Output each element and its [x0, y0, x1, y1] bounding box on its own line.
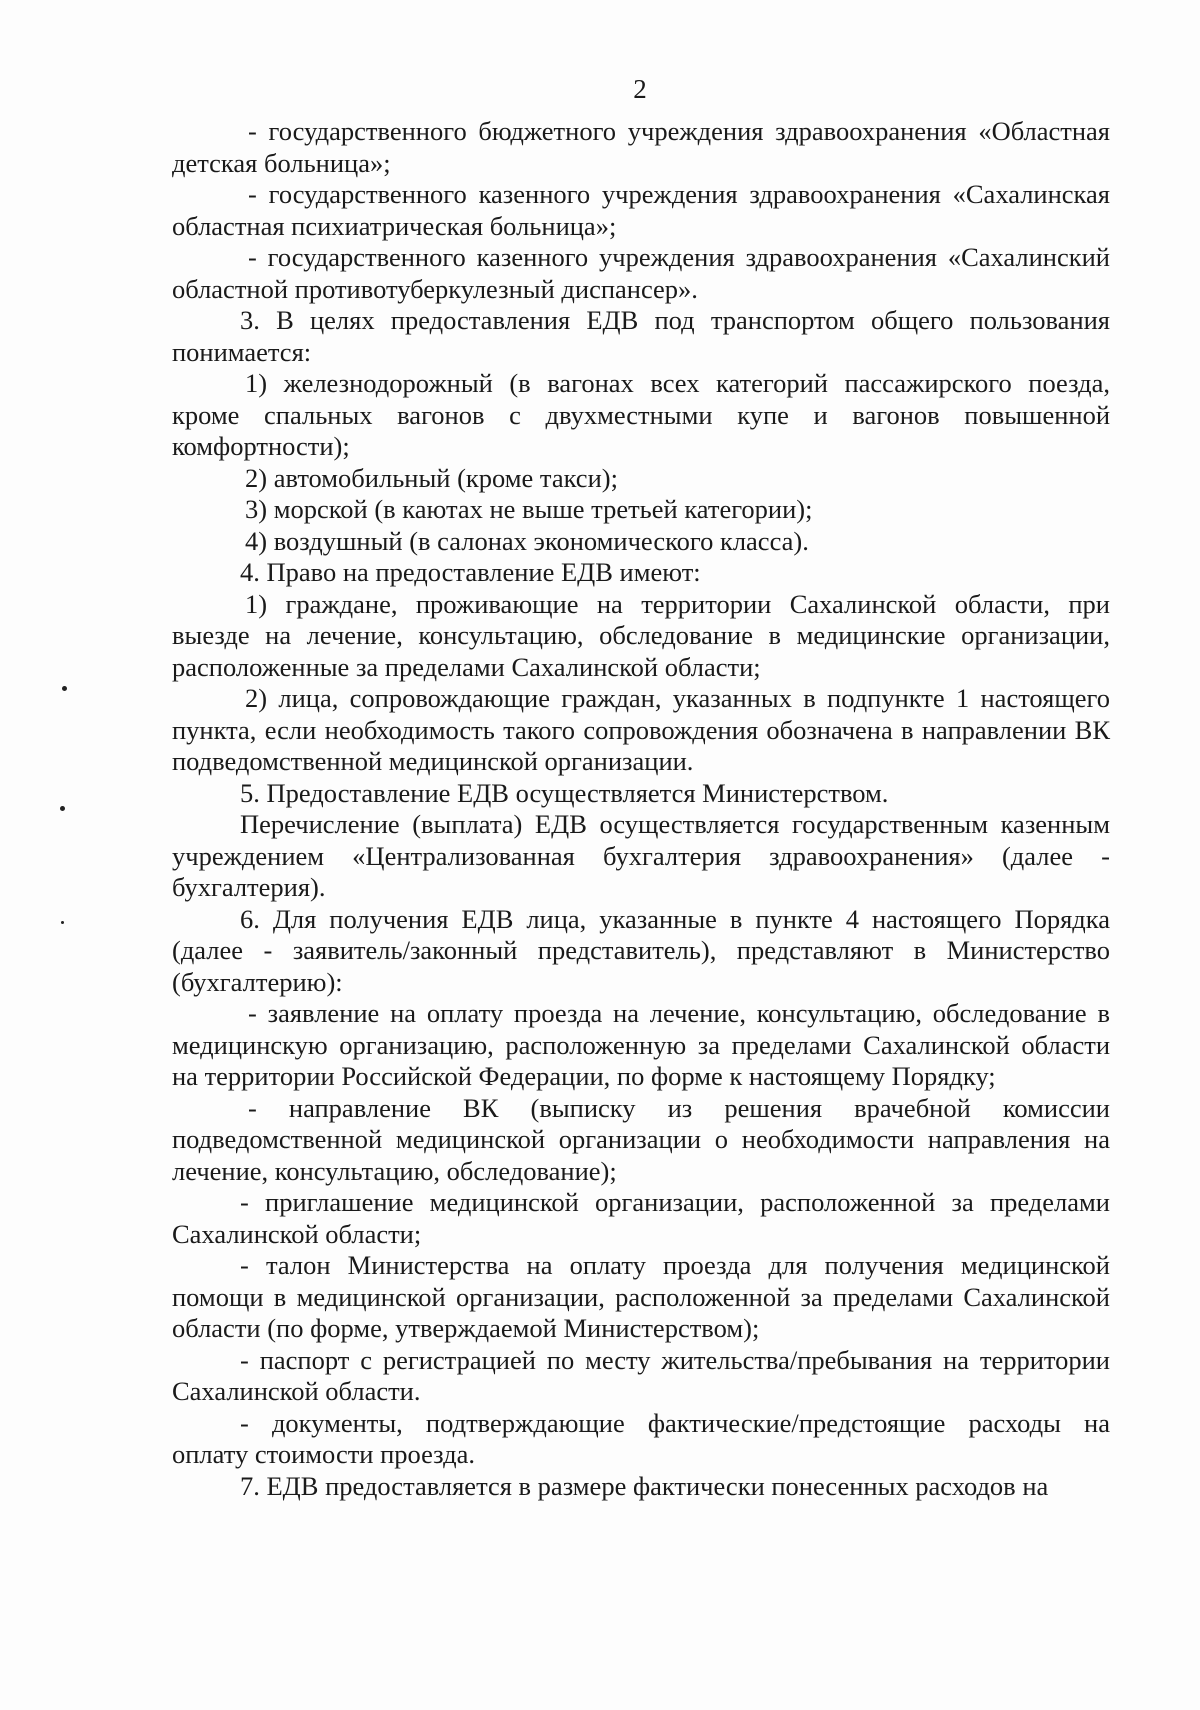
- document-body: [172, 116, 1110, 1502]
- list-item-document: - заявление на оплату проезда на лечение, консультацию, обследование в медицинскую организацию, расположенную за пределами Сахалинской области на территории Российской Федерации, по форме к настоящему Порядку;: [172, 998, 1110, 1091]
- clause-5-paragraph: Перечисление (выплата) ЕДВ осуществляется государственным казенным учреждением «Централизованная бухгалтерия здравоохранения» (далее - бухгалтерия).: [172, 809, 1110, 902]
- list-item-bullet: - государственного казенного учреждения здравоохранения «Сахалинский областной противотуберкулезный диспансер».: [172, 242, 1110, 304]
- clause-6: 6. Для получения ЕДВ лица, указанные в пункте 4 настоящего Порядка (далее - заявитель/законный представитель), представляют в Министерство (бухгалтерию):: [172, 903, 1110, 997]
- scan-speck: [60, 806, 65, 811]
- list-item-document: - паспорт с регистрацией по месту жительства/пребывания на территории Сахалинской области.: [172, 1344, 1110, 1406]
- scan-speck: [61, 921, 64, 924]
- subclause-3-3: 3) морской (в каютах не выше третьей категории);: [245, 494, 813, 524]
- clause-3: 3. В целях предоставления ЕДВ под транспортом общего пользования понимается:: [172, 305, 1110, 367]
- subclause-3-4: 4) воздушный (в салонах экономического класса).: [245, 525, 809, 556]
- clause-5: 5. Предоставление ЕДВ осуществляется Министерством.: [240, 777, 889, 808]
- clause-4: 4. Право на предоставление ЕДВ имеют:: [240, 557, 701, 587]
- scan-speck: [62, 686, 67, 691]
- list-item-document: - направление ВК (выписку из решения врачебной комиссии подведомственной медицинской организации о необходимости направления на лечение, консультацию, обследование);: [172, 1092, 1110, 1186]
- list-item-document: - талон Министерства на оплату проезда для получения медицинской помощи в медицинской организации, расположенной за пределами Сахалинской области (по форме, утверждаемой Министерством);: [172, 1250, 1110, 1343]
- list-item-document: - документы, подтверждающие фактические/предстоящие расходы на оплату стоимости проезда.: [172, 1407, 1110, 1469]
- page-number: 2: [633, 74, 647, 104]
- list-item-bullet: - государственного бюджетного учреждения здравоохранения «Областная детская больница»;: [172, 116, 1110, 178]
- subclause-4-1: 1) граждане, проживающие на территории Сахалинской области, при выезде на лечение, консультацию, обследование в медицинские организации, расположенные за пределами Сахалинской области;: [172, 588, 1110, 682]
- subclause-3-2: 2) автомобильный (кроме такси);: [245, 462, 618, 493]
- subclause-4-2: 2) лица, сопровождающие граждан, указанных в подпункте 1 настоящего пункта, если необходимость такого сопровождения обозначена в направлении ВК подведомственной медицинской организации.: [172, 683, 1110, 776]
- list-item-document: - приглашение медицинской организации, расположенной за пределами Сахалинской области;: [172, 1187, 1110, 1249]
- clause-7: 7. ЕДВ предоставляется в размере фактически понесенных расходов на: [240, 1470, 1049, 1501]
- list-item-bullet: - государственного казенного учреждения здравоохранения «Сахалинская областная психиатрическая больница»;: [172, 179, 1110, 241]
- subclause-3-1: 1) железнодорожный (в вагонах всех категорий пассажирского поезда, кроме спальных вагонов с двухместными купе и вагонов повышенной комфортности);: [172, 368, 1110, 461]
